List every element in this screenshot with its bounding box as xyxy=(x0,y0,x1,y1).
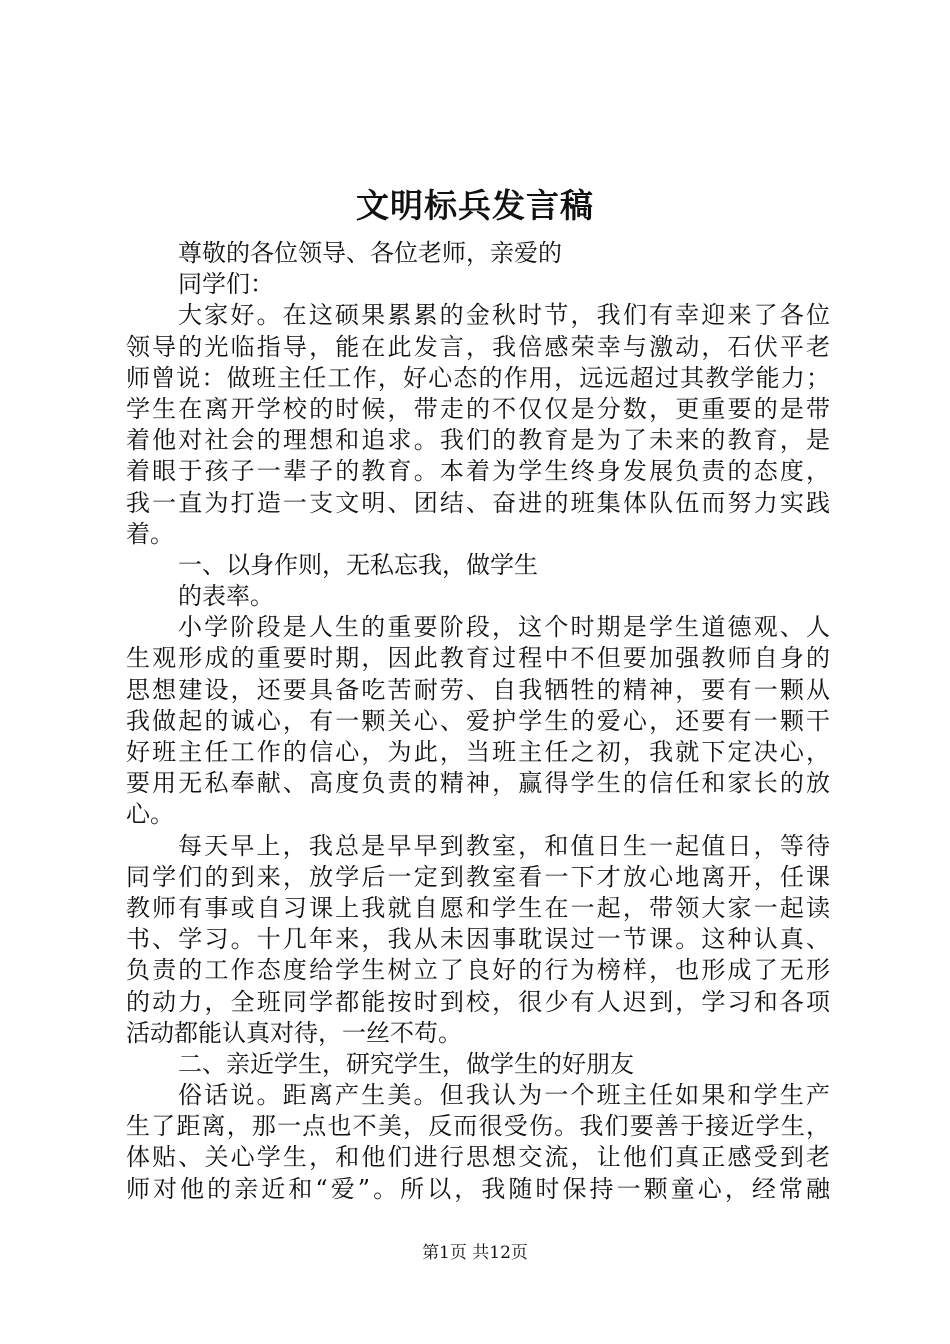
text-line: 同学们的到来，放学后一定到教室看一下才放心地离开，任课 xyxy=(126,862,830,891)
text-line: 教师有事或自习课上我就自愿和学生在一起，带领大家一起读 xyxy=(126,893,830,922)
document-body xyxy=(126,238,830,1205)
text-line: 大家好。在这硕果累累的金秋时节，我们有幸迎来了各位 xyxy=(178,301,830,330)
text-line: 活动都能认真对待，一丝不苟。 xyxy=(126,1018,462,1047)
text-line: 生观形成的重要时期，因此教育过程中不但要加强教师自身的 xyxy=(126,644,830,673)
text-line: 小学阶段是人生的重要阶段，这个时期是学生道德观、人 xyxy=(178,613,830,642)
text-line: 心。 xyxy=(126,800,174,829)
page-footer: 第1页 共12页 xyxy=(422,1243,528,1263)
text-line: 负责的工作态度给学生树立了良好的行为榜样，也形成了无形 xyxy=(126,956,830,985)
text-line: 的动力，全班同学都能按时到校，很少有人迟到，学习和各项 xyxy=(126,987,830,1016)
text-line: 我一直为打造一支文明、团结、奋进的班集体队伍而努力实践 xyxy=(126,488,830,517)
text-line: 同学们： xyxy=(178,270,274,299)
text-line: 领导的光临指导，能在此发言，我倍感荣幸与激动，石伏平老 xyxy=(126,332,830,361)
document-title: 文明标兵发言稿 xyxy=(356,186,594,225)
text-line: 思想建设，还要具备吃苦耐劳、自我牺牲的精神，要有一颗从 xyxy=(126,675,830,704)
text-line: 师曾说：做班主任工作，好心态的作用，远远超过其教学能力； xyxy=(126,363,830,392)
text-line: 着他对社会的理想和追求。我们的教育是为了未来的教育，是 xyxy=(126,426,830,455)
text-line: 着。 xyxy=(126,519,174,548)
text-line: 书、学习。十几年来，我从未因事耽误过一节课。这种认真、 xyxy=(126,925,830,954)
text-line: 学生在离开学校的时候，带走的不仅仅是分数，更重要的是带 xyxy=(126,394,830,423)
text-line: 好班主任工作的信心，为此，当班主任之初，我就下定决心， xyxy=(126,738,830,766)
text-line: 的表率。 xyxy=(178,582,274,611)
text-line: 着眼于孩子一辈子的教育。本着为学生终身发展负责的态度， xyxy=(126,457,830,486)
text-line: 体贴、关心学生，和他们进行思想交流，让他们真正感受到老 xyxy=(126,1143,830,1172)
text-line: 尊敬的各位领导、各位老师，亲爱的 xyxy=(178,239,562,267)
text-line: 一、以身作则，无私忘我，做学生 xyxy=(178,550,538,579)
text-line: 生了距离，那一点也不美，反而很受伤。我们要善于接近学生， xyxy=(126,1112,830,1141)
text-line: 二、亲近学生，研究学生，做学生的好朋友 xyxy=(178,1049,634,1078)
text-line: 每天早上，我总是早早到教室，和值日生一起值日，等待 xyxy=(178,831,830,860)
text-line: 师对他的亲近和“爱”。所以，我随时保持一颗童心，经常融 xyxy=(126,1174,830,1203)
text-line: 我做起的诚心，有一颗关心、爱护学生的爱心，还要有一颗干 xyxy=(126,706,830,735)
text-line: 俗话说。距离产生美。但我认为一个班主任如果和学生产 xyxy=(178,1081,830,1110)
text-line: 要用无私奉献、高度负责的精神，赢得学生的信任和家长的放 xyxy=(126,769,830,798)
